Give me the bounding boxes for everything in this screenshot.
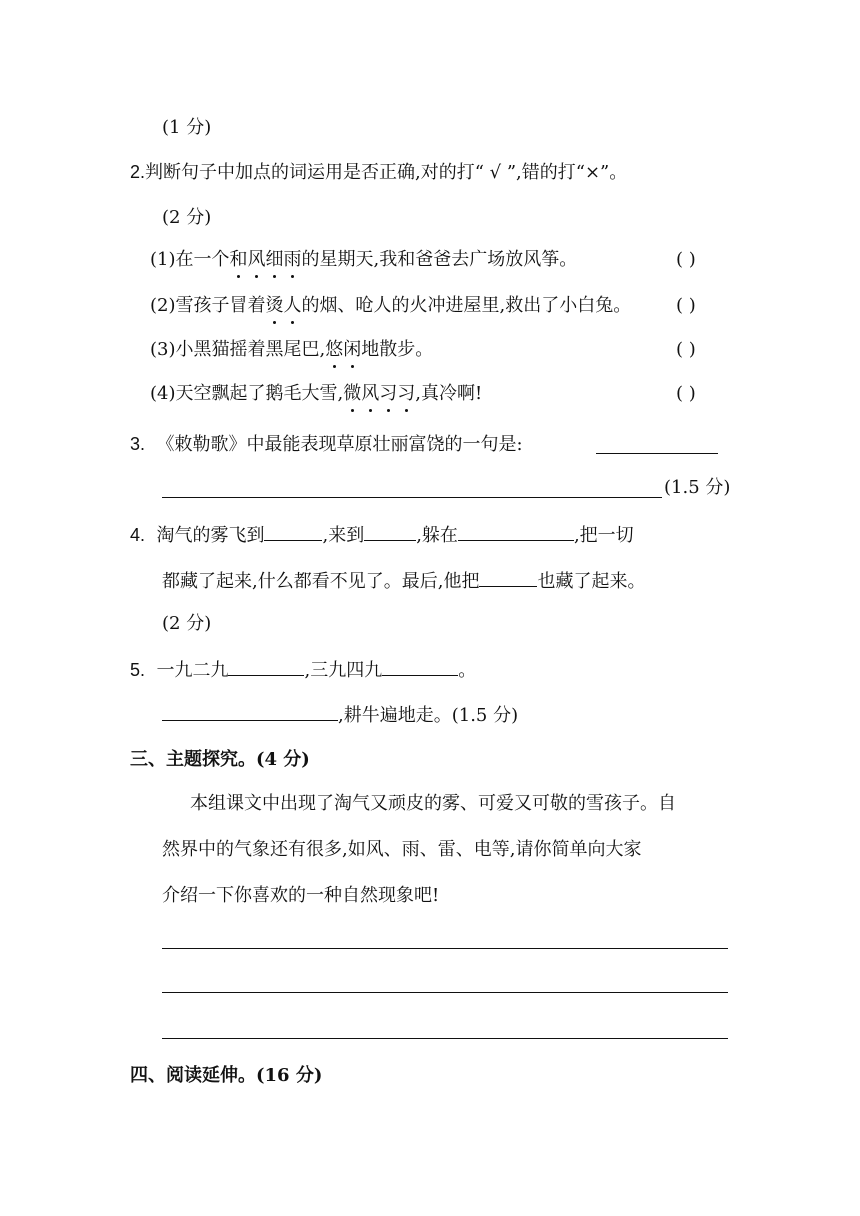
answer-parentheses[interactable]: ( ) [676,339,696,360]
q4-text-4: ,把一切 [573,525,634,546]
q5-text-1: 一九二九 [156,660,229,681]
dotted-char: 风 [361,383,380,404]
q5-text-3: 。 [458,660,477,681]
q1-score: (1 分) [162,117,212,138]
dotted-char: 雨 [283,249,302,270]
dotted-char: 习 [397,383,416,404]
section-3-title: 三、主题探究。(4 分) [130,749,310,770]
section-3-text-2: 然界中的气象还有很多,如风、雨、雷、电等,请你简单向大家 [162,839,642,860]
q2-item-3 [150,338,433,362]
q2-item-2-pre: (2)雪孩子冒着 [150,295,266,316]
q2-item-1-pre: (1)在一个 [150,249,230,270]
q4-line-2 [162,568,645,594]
dotted-char: 习 [379,383,398,404]
q5-number: 5. [130,660,146,680]
q2-item-1 [150,248,577,272]
writing-line-3[interactable] [162,1038,728,1039]
q2-item-4-post: ,真冷啊! [415,383,483,404]
q2-item-1-post: 的星期天,我和爸爸去广场放风筝。 [301,249,578,270]
q4-line-1 [130,522,634,548]
section-4-title: 四、阅读延伸。(16 分) [130,1065,323,1086]
answer-parentheses[interactable]: ( ) [676,295,696,316]
q2-number: 2. [130,162,146,182]
q4-blank-1[interactable] [264,522,322,541]
q2-item-4-pre: (4)天空飘起了鹅毛大雪, [150,383,344,404]
writing-line-1[interactable] [162,948,728,949]
q5-blank-3[interactable] [162,702,338,721]
q3-score: (1.5 分) [664,477,731,498]
q2-item-2-post: 的烟、呛人的火冲进屋里,救出了小白兔。 [301,295,632,316]
q5-text-4: ,耕牛遍地走。(1.5 分) [338,705,519,726]
q2-score: (2 分) [162,207,212,228]
q4-text-1: 淘气的雾飞到 [156,525,265,546]
q3-answer-line-2[interactable] [162,497,662,498]
q2-item-2 [150,294,631,318]
section-3-text-3: 介绍一下你喜欢的一种自然现象吧! [162,885,440,906]
dotted-char: 烫 [265,295,284,316]
dotted-char: 悠 [325,339,344,360]
q5-blank-2[interactable] [382,657,458,676]
writing-line-2[interactable] [162,992,728,993]
q4-score: (2 分) [162,613,212,634]
q4-text-3: ,躲在 [416,525,458,546]
q3-prompt [130,432,523,457]
q4-text-6: 也藏了起来。 [537,571,646,592]
dotted-char: 微 [343,383,362,404]
q3-text: 《敕勒歌》中最能表现草原壮丽富饶的一句是: [156,434,523,455]
q5-line-2 [162,702,518,728]
q4-blank-4[interactable] [479,568,537,587]
dotted-char: 人 [283,295,302,316]
q5-line-1 [130,657,476,683]
section-3-text-1: 本组课文中出现了淘气又顽皮的雾、可爱又可敬的雪孩子。自 [190,793,676,814]
dotted-char: 细 [265,249,284,270]
q2-text: 判断句子中加点的词运用是否正确,对的打“ √ ”,错的打“×”。 [145,162,628,183]
q2-prompt [130,160,627,185]
dotted-char: 风 [247,249,266,270]
q4-text-2: ,来到 [322,525,365,546]
q4-blank-2[interactable] [364,522,416,541]
q4-blank-3[interactable] [458,522,574,541]
answer-parentheses[interactable]: ( ) [676,249,696,270]
q3-number: 3. [130,434,146,454]
q4-text-5: 都藏了起来,什么都看不见了。最后,他把 [162,571,480,592]
dotted-char: 和 [229,249,248,270]
q4-number: 4. [130,525,146,545]
q2-item-4 [150,382,482,406]
dotted-char: 闲 [343,339,362,360]
q2-item-3-post: 地散步。 [361,339,434,360]
q5-text-2: ,三九四九 [304,660,383,681]
q5-blank-1[interactable] [228,657,304,676]
answer-parentheses[interactable]: ( ) [676,383,696,404]
q3-answer-line-1[interactable] [596,453,718,454]
q2-item-3-pre: (3)小黑猫摇着黑尾巴, [150,339,326,360]
